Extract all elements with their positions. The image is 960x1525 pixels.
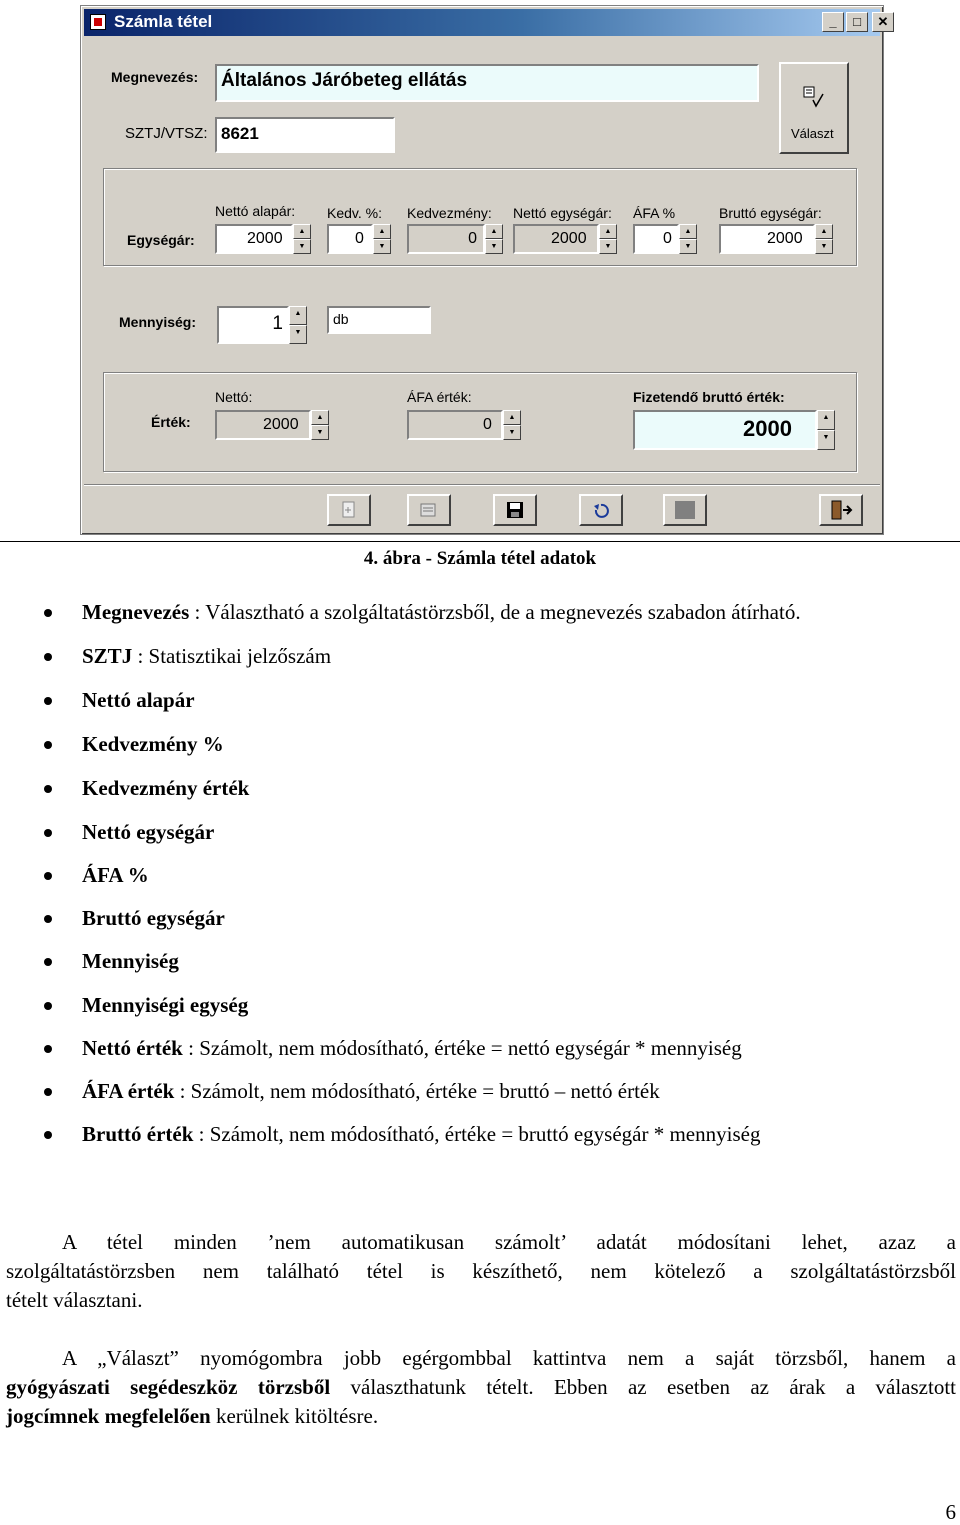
paragraph-2-bold-2: jogcímnek megfelelően bbox=[6, 1404, 211, 1428]
megnevezes-field[interactable] bbox=[215, 64, 759, 102]
list-item-description: : Statisztikai jelzőszám bbox=[132, 644, 332, 668]
paragraph-2 bbox=[6, 1344, 956, 1431]
afa-ertek-value: 0 bbox=[407, 410, 503, 440]
spin-down-icon: ▼ bbox=[485, 239, 503, 254]
paragraph-2-line-1: A „Választ” nyomógombra jobb egérgombbal kattintva nem a saját törzsből, hanem a bbox=[62, 1346, 956, 1370]
list-item-description: : Számolt, nem módosítható, értéke = bruttó egységár * mennyiség bbox=[193, 1122, 761, 1146]
mennyiseg-label: Mennyiség: bbox=[119, 314, 197, 330]
netto-egysegar-value: 2000 bbox=[513, 224, 599, 254]
spin-up-icon: ▲ bbox=[599, 224, 617, 239]
list-item-text bbox=[82, 820, 214, 845]
list-item-text bbox=[82, 688, 195, 713]
list-item-text bbox=[82, 600, 801, 625]
egysegar-label: Egységár: bbox=[127, 232, 195, 248]
fizetendo-value: 2000 bbox=[633, 410, 817, 450]
paragraph-1-line-2: szolgáltatástörzsben nem található tétel is készíthető, nem kötelező a szolgáltatástörzsből bbox=[6, 1259, 956, 1283]
paragraph-1 bbox=[6, 1228, 956, 1315]
save-button[interactable] bbox=[493, 494, 537, 526]
spin-down-icon: ▼ bbox=[817, 430, 835, 450]
list-item-term: Bruttó egységár bbox=[82, 906, 225, 930]
edit-icon bbox=[420, 501, 438, 519]
list-item-text bbox=[82, 732, 224, 757]
valaszt-button[interactable] bbox=[779, 62, 849, 154]
list-item-text bbox=[82, 1122, 760, 1147]
bullet-icon bbox=[44, 1131, 52, 1139]
bullet-icon bbox=[44, 872, 52, 880]
paragraph-2-bold-1: gyógyászati segédeszköz törzsből bbox=[6, 1375, 331, 1399]
spin-down-icon[interactable]: ▼ bbox=[289, 325, 307, 344]
spin-up-icon[interactable]: ▲ bbox=[373, 224, 391, 239]
paragraph-2-line-3 bbox=[6, 1402, 956, 1431]
brutto-egysegar-value[interactable]: 2000 bbox=[719, 224, 815, 254]
fizetendo-label: Fizetendő bruttó érték: bbox=[633, 389, 785, 405]
afa-pct-value[interactable]: 0 bbox=[633, 224, 679, 254]
egyseg-value: db bbox=[333, 311, 349, 327]
stop-button[interactable] bbox=[663, 494, 707, 526]
undo-icon bbox=[592, 501, 610, 519]
list-item-term: Nettó egységár bbox=[82, 820, 215, 844]
dialog-title: Számla tétel bbox=[114, 12, 213, 31]
spin-up-icon: ▲ bbox=[311, 410, 329, 425]
undo-button[interactable] bbox=[579, 494, 623, 526]
megnevezes-value: Általános Járóbeteg ellátás bbox=[221, 70, 468, 91]
paragraph-1-line-1: A tétel minden ’nem automatikusan számolt’ adatát módosítani lehet, azaz a bbox=[62, 1230, 956, 1254]
list-item-text bbox=[82, 1079, 660, 1104]
bullet-icon bbox=[44, 609, 52, 617]
spin-up-icon[interactable]: ▲ bbox=[293, 224, 311, 239]
bullet-icon bbox=[44, 785, 52, 793]
list-item-term: Kedvezmény érték bbox=[82, 776, 250, 800]
megnevezes-label: Megnevezés: bbox=[111, 69, 199, 85]
szamla-tetel-dialog bbox=[80, 5, 889, 535]
spin-down-icon[interactable]: ▼ bbox=[373, 239, 391, 254]
figure-caption: 4. ábra - Számla tétel adatok bbox=[363, 548, 597, 569]
list-item-description: : Számolt, nem módosítható, értéke = bruttó – nettó érték bbox=[174, 1079, 660, 1103]
ertek-label: Érték: bbox=[151, 414, 191, 430]
afa-pct-label: ÁFA % bbox=[633, 205, 676, 221]
netto-label: Nettó: bbox=[215, 389, 253, 405]
list-item-text bbox=[82, 1036, 742, 1061]
list-item-text bbox=[82, 906, 225, 931]
list-item-term: Nettó érték bbox=[82, 1036, 183, 1060]
minimize-button[interactable]: _ bbox=[822, 12, 844, 32]
spin-up-icon: ▲ bbox=[503, 410, 521, 425]
app-icon bbox=[90, 14, 106, 30]
spin-down-icon: ▼ bbox=[599, 239, 617, 254]
afa-ertek-label: ÁFA érték: bbox=[407, 389, 472, 405]
list-item-term: SZTJ bbox=[82, 644, 133, 668]
floppy-save-icon bbox=[506, 501, 524, 519]
spin-down-icon[interactable]: ▼ bbox=[815, 239, 833, 254]
spin-down-icon[interactable]: ▼ bbox=[679, 239, 697, 254]
bullet-icon bbox=[44, 915, 52, 923]
netto-value: 2000 bbox=[215, 410, 311, 440]
bullet-icon bbox=[44, 697, 52, 705]
sztj-field[interactable] bbox=[215, 117, 395, 153]
list-item-text bbox=[82, 993, 248, 1018]
bullet-icon bbox=[44, 1045, 52, 1053]
spin-down-icon: ▼ bbox=[503, 425, 521, 440]
new-document-icon bbox=[341, 501, 357, 519]
paragraph-2-line-2 bbox=[6, 1373, 956, 1402]
bullet-icon bbox=[44, 653, 52, 661]
spin-up-icon[interactable]: ▲ bbox=[289, 306, 307, 325]
spin-up-icon[interactable]: ▲ bbox=[679, 224, 697, 239]
spin-up-icon: ▲ bbox=[485, 224, 503, 239]
bullet-icon bbox=[44, 829, 52, 837]
spin-down-icon[interactable]: ▼ bbox=[293, 239, 311, 254]
spin-down-icon: ▼ bbox=[311, 425, 329, 440]
valaszt-label: Választ bbox=[791, 126, 834, 141]
list-item-term: ÁFA érték bbox=[82, 1079, 175, 1103]
list-item-text bbox=[82, 776, 249, 801]
exit-door-icon bbox=[831, 500, 853, 520]
bottom-toolbar bbox=[84, 484, 880, 531]
list-item-term: Mennyiségi egység bbox=[82, 993, 249, 1017]
netto-egysegar-label: Nettó egységár: bbox=[513, 205, 612, 221]
netto-alapar-label: Nettó alapár: bbox=[215, 203, 296, 219]
spin-up-icon[interactable]: ▲ bbox=[815, 224, 833, 239]
bullet-icon bbox=[44, 1088, 52, 1096]
list-item-text bbox=[82, 863, 149, 888]
close-button[interactable]: ✕ bbox=[872, 12, 894, 32]
separator-line bbox=[0, 541, 960, 542]
list-item-term: ÁFA % bbox=[82, 863, 149, 887]
kedv-pct-label: Kedv. %: bbox=[327, 205, 382, 221]
bullet-icon bbox=[44, 1002, 52, 1010]
sztj-label: SZTJ/VTSZ: bbox=[125, 125, 208, 142]
spin-up-icon: ▲ bbox=[817, 410, 835, 430]
list-item-description: : Számolt, nem módosítható, értéke = nettó egységár * mennyiség bbox=[182, 1036, 742, 1060]
paragraph-2-text-2: választhatunk tételt. Ebben az esetben az árak a választott bbox=[330, 1375, 956, 1399]
maximize-button[interactable]: □ bbox=[846, 12, 868, 32]
list-item-text bbox=[82, 949, 179, 974]
sztj-value: 8621 bbox=[221, 124, 259, 143]
kedvezmeny-label: Kedvezmény: bbox=[407, 205, 492, 221]
list-item-term: Mennyiség bbox=[82, 949, 179, 973]
stop-icon bbox=[675, 501, 695, 519]
list-picker-icon bbox=[803, 86, 825, 108]
bullet-icon bbox=[44, 741, 52, 749]
new-item-button[interactable] bbox=[327, 494, 371, 526]
list-item-description: : Választható a szolgáltatástörzsből, de a megnevezés szabadon átírható. bbox=[189, 600, 801, 624]
page-number: 6 bbox=[945, 1500, 956, 1524]
bullet-icon bbox=[44, 958, 52, 966]
list-item-term: Bruttó érték bbox=[82, 1122, 194, 1146]
egyseg-field[interactable] bbox=[327, 306, 431, 334]
netto-alapar-value[interactable]: 2000 bbox=[215, 224, 293, 254]
title-bar[interactable] bbox=[84, 9, 889, 36]
list-item-term: Nettó alapár bbox=[82, 688, 195, 712]
paragraph-2-text-3: kerülnek kitöltésre. bbox=[210, 1404, 379, 1428]
list-item-text bbox=[82, 644, 331, 669]
kedv-pct-value[interactable]: 0 bbox=[327, 224, 373, 254]
mennyiseg-value[interactable]: 1 bbox=[217, 306, 289, 344]
paragraph-1-line-3: tételt választani. bbox=[6, 1288, 143, 1312]
exit-button[interactable] bbox=[819, 494, 863, 526]
edit-item-button[interactable] bbox=[407, 494, 451, 526]
list-item-term: Megnevezés bbox=[82, 600, 190, 624]
list-item-term: Kedvezmény % bbox=[82, 732, 224, 756]
brutto-egysegar-label: Bruttó egységár: bbox=[719, 205, 822, 221]
kedvezmeny-value: 0 bbox=[407, 224, 485, 254]
